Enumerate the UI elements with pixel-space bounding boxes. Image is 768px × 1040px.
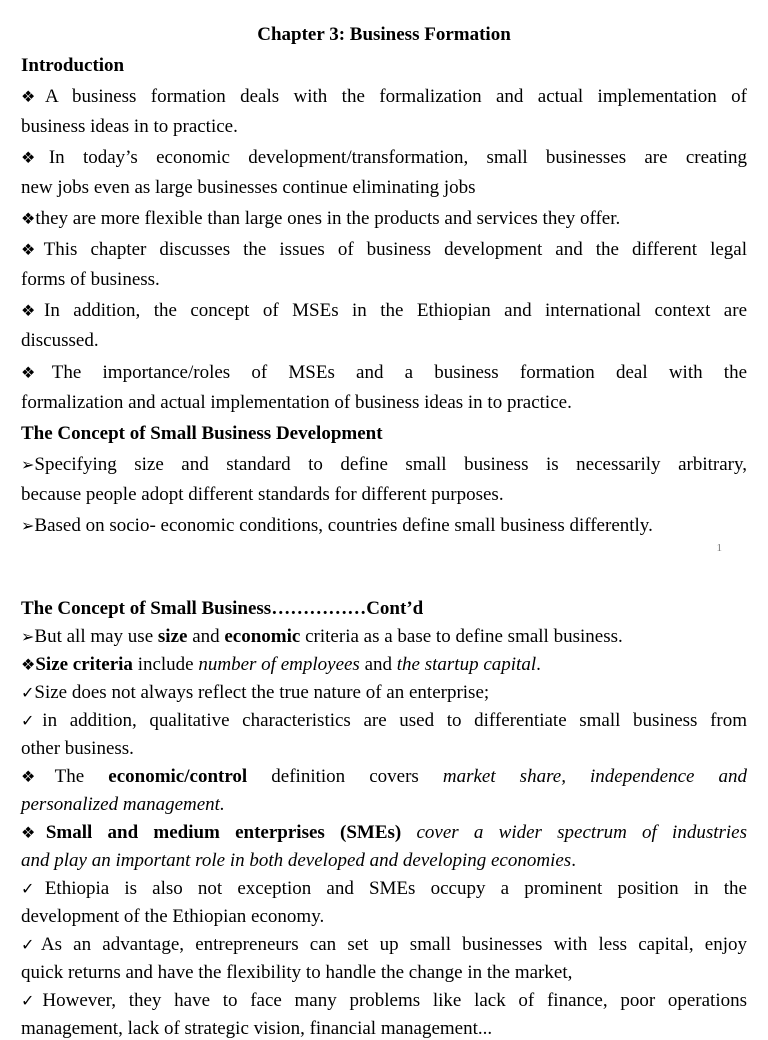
check-icon: ✓: [21, 993, 43, 1010]
check-icon: ✓: [21, 685, 35, 702]
arrow-line: ➢Specifying size and standard to define small business is necessarily arbitrary,: [21, 454, 747, 475]
arrow-line: ➢Based on socio- economic conditions, countries define small business differently.: [21, 515, 653, 536]
bullet-line: ❖The economic/control definition covers market share, independence and: [21, 766, 747, 787]
check-line: ✓Size does not always reflect the true nature of an enterprise;: [21, 682, 490, 703]
bullet-line: ❖Small and medium enterprises (SMEs) cover a wider spectrum of industries: [21, 822, 748, 843]
arrow-bullet-icon: ➢: [21, 629, 35, 646]
bullet-line: formalization and actual implementation of business ideas in to practice.: [21, 392, 572, 413]
diamond-bullet-icon: ❖: [21, 825, 46, 842]
bullet-line: and play an important role in both developed and developing economies.: [21, 850, 576, 871]
bullet-line: ❖they are more flexible than large ones in the products and services they offer.: [21, 208, 621, 229]
bullet-line: ❖The importance/roles of MSEs and a business formation deal with the: [21, 362, 748, 383]
diamond-bullet-icon: ❖: [21, 211, 36, 228]
check-line: quick returns and have the flexibility to handle the change in the market,: [21, 962, 573, 983]
diamond-bullet-icon: ❖: [21, 365, 52, 382]
bullet-line: ❖In addition, the concept of MSEs in the Ethiopian and international context are: [21, 300, 747, 321]
arrow-line: ➢But all may use size and economic criteria as a base to define small business.: [21, 626, 623, 647]
bullet-line: ❖Size criteria include number of employees and the startup capital.: [21, 654, 541, 675]
check-line: management, lack of strategic vision, financial management...: [21, 1018, 493, 1039]
diamond-bullet-icon: ❖: [21, 657, 36, 674]
arrow-bullet-icon: ➢: [21, 457, 35, 474]
check-icon: ✓: [21, 937, 41, 954]
diamond-bullet-icon: ❖: [21, 242, 44, 259]
bullet-line: forms of business.: [21, 269, 160, 290]
diamond-bullet-icon: ❖: [21, 150, 49, 167]
arrow-bullet-icon: ➢: [21, 518, 35, 535]
bullet-line: business ideas in to practice.: [21, 116, 238, 137]
check-icon: ✓: [21, 881, 45, 898]
bullet-line: ❖This chapter discusses the issues of business development and the different legal: [21, 239, 748, 260]
page-gap: [0, 566, 768, 590]
introduction-heading: Introduction: [21, 55, 125, 76]
concept-heading: The Concept of Small Business Development: [21, 423, 383, 444]
check-line: other business.: [21, 738, 134, 759]
diamond-bullet-icon: ❖: [21, 303, 45, 320]
check-line: ✓in addition, qualitative characteristics are used to differentiate small business from: [21, 710, 747, 731]
chapter-title: Chapter 3: Business Formation: [257, 24, 511, 45]
slide2-heading: The Concept of Small Business……………Cont’d: [21, 598, 424, 619]
check-line: development of the Ethiopian economy.: [21, 906, 325, 927]
check-line: ✓Ethiopia is also not exception and SMEs occupy a prominent position in the: [21, 878, 747, 899]
arrow-line: because people adopt different standards for different purposes.: [21, 484, 504, 505]
bullet-line: ❖In today’s economic development/transformation, small businesses are creating: [21, 147, 748, 168]
bullet-line: ❖A business formation deals with the formalization and actual implementation of: [21, 86, 747, 107]
check-line: ✓As an advantage, entrepreneurs can set up small businesses with less capital, enjoy: [21, 934, 747, 955]
diamond-bullet-icon: ❖: [21, 769, 55, 786]
bullet-line: new jobs even as large businesses continue eliminating jobs: [21, 177, 476, 198]
bullet-line: personalized management.: [21, 794, 225, 815]
diamond-bullet-icon: ❖: [21, 89, 45, 106]
page-number: 1: [716, 542, 722, 554]
slide-2: [0, 590, 768, 1039]
check-icon: ✓: [21, 713, 43, 730]
bullet-line: discussed.: [21, 330, 99, 351]
check-line: ✓However, they have to face many problems like lack of finance, poor operations: [21, 990, 748, 1011]
